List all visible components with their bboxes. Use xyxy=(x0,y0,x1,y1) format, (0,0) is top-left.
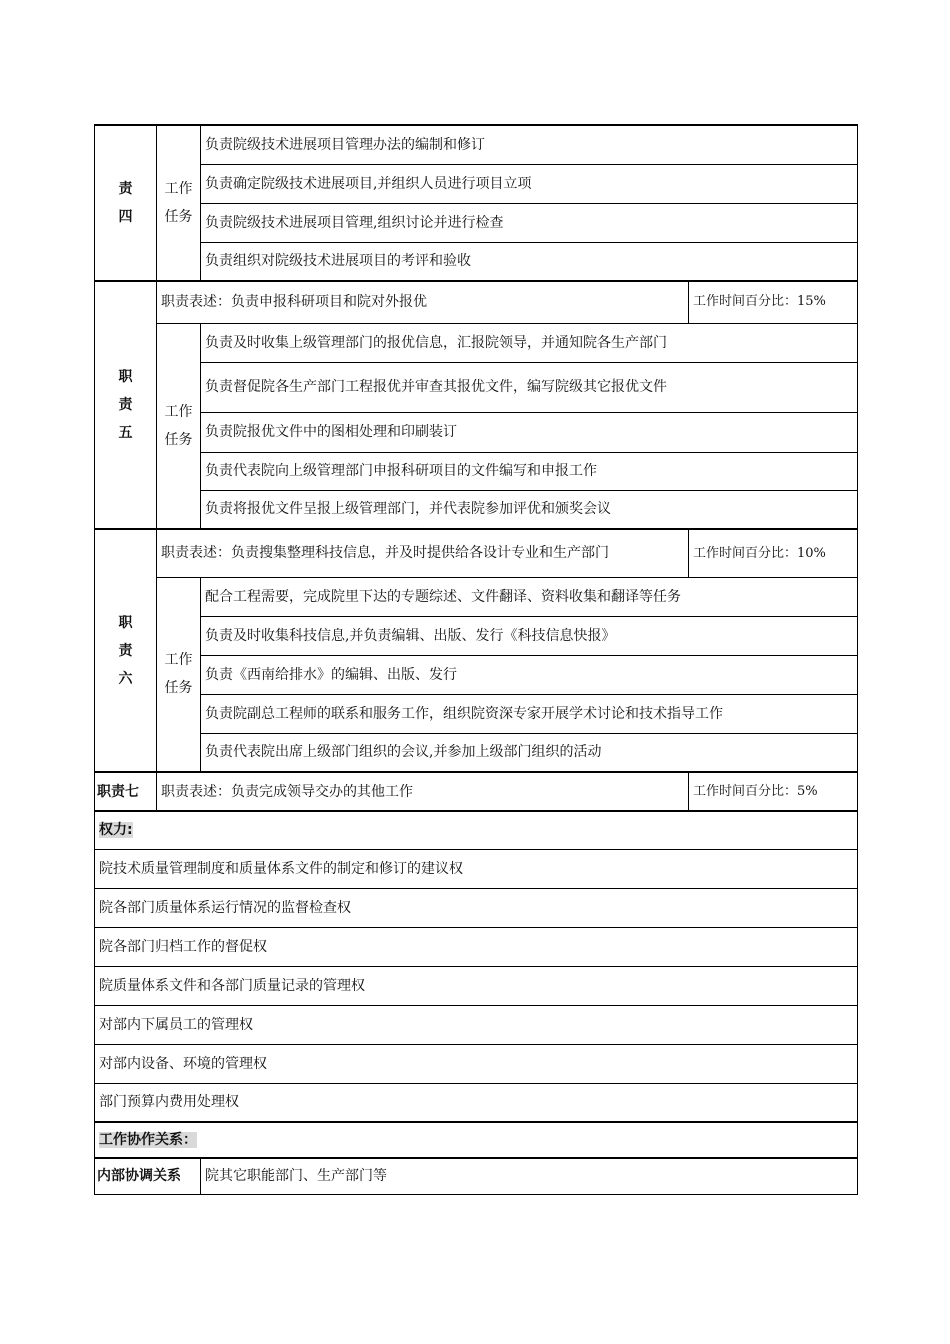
duty7-label: 职责七 xyxy=(95,772,157,811)
authority-item: 部门预算内费用处理权 xyxy=(95,1083,858,1122)
authority-item: 对部内设备、环境的管理权 xyxy=(95,1044,858,1083)
duty5-description: 职责表述：负责申报科研项目和院对外报优 xyxy=(157,281,689,323)
duty5-task: 负责及时收集上级管理部门的报优信息，汇报院领导，并通知院各生产部门 xyxy=(201,323,858,362)
authority-item: 对部内下属员工的管理权 xyxy=(95,1005,858,1044)
duty6-task: 负责院副总工程师的联系和服务工作，组织院资深专家开展学术讨论和技术指导工作 xyxy=(201,694,858,733)
authority-item: 院质量体系文件和各部门质量记录的管理权 xyxy=(95,966,858,1005)
duty5-label-line: 职 xyxy=(118,369,133,385)
duty5-task: 负责院报优文件中的图相处理和印刷装订 xyxy=(201,412,858,452)
authority-heading xyxy=(95,811,858,849)
duty5-label-line: 五 xyxy=(118,425,133,441)
duty6-description: 职责表述：负责搜集整理科技信息，并及时提供给各设计专业和生产部门 xyxy=(157,529,689,577)
duty6-task: 负责《西南给排水》的编辑、出版、发行 xyxy=(201,655,858,694)
duty4-task: 负责院级技术进展项目管理,组织讨论并进行检查 xyxy=(201,203,858,242)
duty5-label xyxy=(95,281,157,529)
duty5-task: 负责代表院向上级管理部门申报科研项目的文件编写和申报工作 xyxy=(201,452,858,490)
duty6-label-line: 六 xyxy=(118,670,133,687)
duties-table xyxy=(94,124,858,1195)
task-label-line: 任务 xyxy=(164,680,193,697)
duty5-label-line: 责 xyxy=(118,397,133,413)
task-label-line: 工作 xyxy=(164,652,193,669)
task-label-line: 任务 xyxy=(164,431,193,448)
duty5-task: 负责将报优文件呈报上级管理部门，并代表院参加评优和颁奖会议 xyxy=(201,490,858,529)
authority-item: 院各部门质量体系运行情况的监督检查权 xyxy=(95,888,858,927)
task-label-line: 任务 xyxy=(164,209,193,225)
cooperation-heading xyxy=(95,1122,858,1158)
duty4-task-label xyxy=(157,125,201,281)
internal-coordination-value: 院其它职能部门、生产部门等 xyxy=(201,1158,858,1194)
duty6-label-line: 责 xyxy=(118,642,133,659)
duty6-task-label xyxy=(157,577,201,772)
duty4-label-line: 四 xyxy=(118,209,133,225)
duty6-task: 配合工程需要，完成院里下达的专题综述、文件翻译、资料收集和翻译等任务 xyxy=(201,577,858,616)
duty4-task: 负责确定院级技术进展项目,并组织人员进行项目立项 xyxy=(201,164,858,203)
task-label-line: 工作 xyxy=(164,403,193,420)
duty6-label xyxy=(95,529,157,772)
task-label-line: 工作 xyxy=(164,181,193,197)
duty5-task-label xyxy=(157,323,201,529)
duty6-label-line: 职 xyxy=(118,614,133,631)
duty4-label xyxy=(95,125,157,281)
duty7-time-percentage: 工作时间百分比：5% xyxy=(689,772,858,811)
job-description-sheet xyxy=(94,124,857,1195)
duty6-task: 负责代表院出席上级部门组织的会议,并参加上级部门组织的活动 xyxy=(201,733,858,772)
duty4-label-line: 责 xyxy=(118,181,133,197)
internal-coordination-label: 内部协调关系 xyxy=(95,1158,201,1194)
duty4-task: 负责院级技术进展项目管理办法的编制和修订 xyxy=(201,125,858,164)
authority-item: 院各部门归档工作的督促权 xyxy=(95,927,858,966)
duty4-task: 负责组织对院级技术进展项目的考评和验收 xyxy=(201,242,858,281)
duty4-row xyxy=(95,125,858,164)
cooperation-heading-text: 工作协作关系： xyxy=(99,1132,197,1148)
duty6-time-percentage: 工作时间百分比：10% xyxy=(689,529,858,577)
duty7-description: 职责表述：负责完成领导交办的其他工作 xyxy=(157,772,689,811)
duty5-time-percentage: 工作时间百分比：15% xyxy=(689,281,858,323)
authority-heading-text: 权力: xyxy=(99,822,133,839)
authority-item: 院技术质量管理制度和质量体系文件的制定和修订的建议权 xyxy=(95,849,858,888)
duty5-task: 负责督促院各生产部门工程报优并审查其报优文件，编写院级其它报优文件 xyxy=(201,362,858,412)
duty6-task: 负责及时收集科技信息,并负责编辑、出版、发行《科技信息快报》 xyxy=(201,616,858,655)
